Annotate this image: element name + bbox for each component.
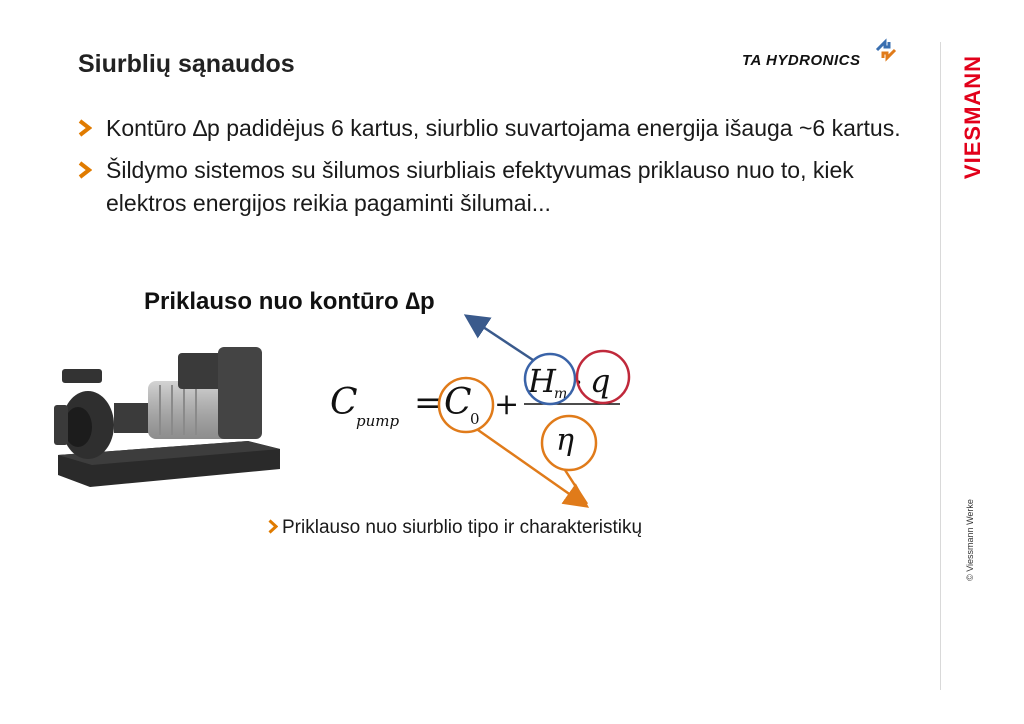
formula-c0-subscript: 0	[470, 410, 480, 428]
blue-arrow	[468, 317, 533, 360]
slide-title: Siurblių sąnaudos	[78, 50, 295, 78]
formula-h-subscript: m	[554, 386, 568, 402]
vertical-divider	[940, 42, 941, 690]
formula-eta: η	[556, 423, 574, 458]
sub-bullet-text: Priklauso nuo siurblio tipo ir charakteristikų	[282, 517, 643, 538]
formula-equals: =	[414, 383, 443, 423]
formula-h: H	[528, 362, 556, 400]
formula-q: q	[590, 362, 611, 400]
viessmann-logo-text: VIESMANN	[959, 54, 985, 180]
copyright-note: © Viessmann Werke	[965, 499, 975, 581]
dependency-heading: Priklauso nuo kontūro ∆p	[144, 288, 435, 315]
formula-c: C	[330, 382, 358, 423]
bullet-text: Kontūro ∆p padidėjus 6 kartus, siurblio suvartojama energija išauga ~6 kartus.	[106, 115, 901, 141]
formula-c0: C	[444, 382, 472, 423]
formula-c-subscript: pump	[356, 412, 400, 430]
formula-dot: ·	[574, 366, 583, 399]
orange-chevron-icon	[268, 519, 278, 534]
sub-bullet	[268, 517, 642, 539]
viessmann-logo	[954, 45, 994, 190]
formula-plus: +	[494, 387, 520, 422]
bullet-text: Šildymo sistemos su šilumos siurbliais efektyvumas priklauso nuo to, kiek elektros energijos reikia pagaminti šilumai...	[106, 157, 854, 216]
ta-hydronics-logo-text: TA HYDRONICS	[742, 52, 861, 69]
